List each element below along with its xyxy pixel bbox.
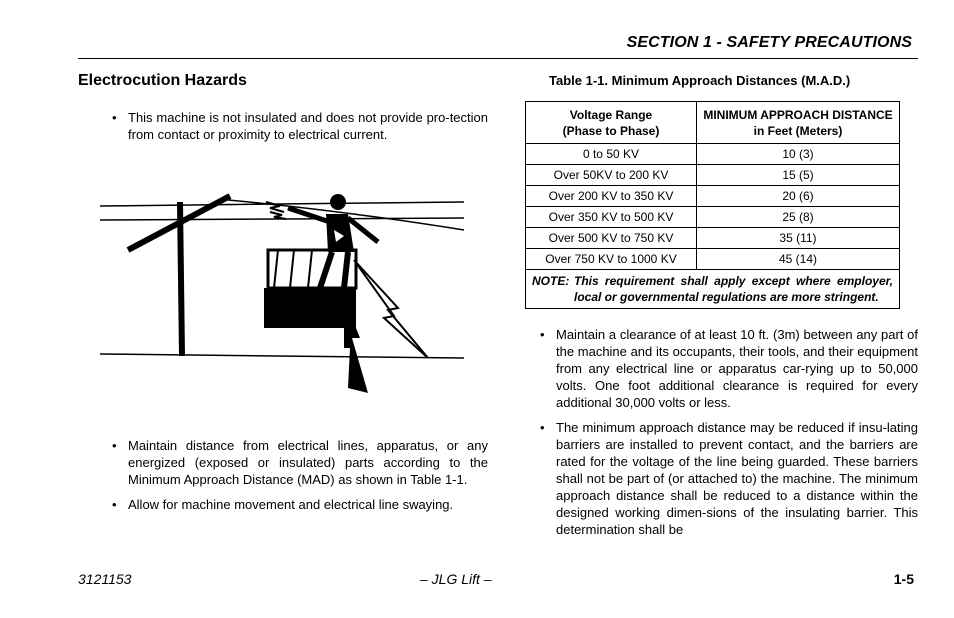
header-rule [78,58,918,59]
note-text: local or governmental regulations are more stringent. [574,290,879,304]
table-row [526,144,900,165]
voltage-cell: Over 200 KV to 350 KV [526,186,697,207]
bullet-item: • This machine is not insulated and does not provide pro-tection from contact or proximity to electrical current. [112,109,488,143]
table-row [526,228,900,249]
bullet-item: • Allow for machine movement and electrical line swaying. [112,496,488,513]
table-note-row [526,270,900,309]
column-header-voltage [526,102,697,144]
note-label: NOTE: [532,274,570,288]
table-note [526,270,900,309]
bullet-list-right [540,326,918,546]
bullet-list-top [112,109,488,151]
footer-brand: – JLG Lift – [420,571,492,587]
column-header-line: MINIMUM APPROACH DISTANCE [703,107,893,122]
column-header-line: in Feet (Meters) [753,123,843,138]
bullet-list-bottom [112,437,488,521]
column-header-line: (Phase to Phase) [562,123,660,138]
mad-table [525,101,900,309]
note-text: This requirement shall apply except where employer, [574,274,893,288]
table-header-row [526,102,900,144]
voltage-cell: Over 500 KV to 750 KV [526,228,697,249]
table-row [526,165,900,186]
table-row [526,186,900,207]
bullet-item: • The minimum approach distance may be reduced if insu-lating barriers are installed to prevent contact, and the barriers are rated for the voltage of the line being guarded. These barriers shall not be part of (or attached to) the machine. The minimum approach distance shall be reduced to a distance within the designed working dimen-sions of the insulating barrier. This determination shall be [540,419,918,538]
distance-cell: 35 (11) [697,228,900,249]
distance-cell: 10 (3) [697,144,900,165]
voltage-cell: Over 350 KV to 500 KV [526,207,697,228]
voltage-cell: Over 50KV to 200 KV [526,165,697,186]
column-header-line: Voltage Range [569,107,653,122]
electrocution-hazard-illustration [98,188,466,398]
voltage-cell: Over 750 KV to 1000 KV [526,249,697,270]
voltage-cell: 0 to 50 KV [526,144,697,165]
table-row [526,207,900,228]
table-title: Table 1-1. Minimum Approach Distances (M.A.D.) [549,73,851,88]
page-number: 1-5 [893,571,914,587]
table-row [526,249,900,270]
section-title: SECTION 1 - SAFETY PRECAUTIONS [626,34,912,51]
distance-cell: 45 (14) [697,249,900,270]
bullet-item: • Maintain distance from electrical lines, apparatus, or any energized (exposed or insulated) parts according to the Minimum Approach Distance (MAD) as shown in Table 1-1. [112,437,488,488]
note-first-line [532,273,893,289]
distance-cell: 20 (6) [697,186,900,207]
column-header-distance [697,102,900,144]
distance-cell: 15 (5) [697,165,900,186]
distance-cell: 25 (8) [697,207,900,228]
electrocution-hazards-heading: Electrocution Hazards [78,72,247,89]
bullet-item: • Maintain a clearance of at least 10 ft. (3m) between any part of the machine and its occupants, their tools, and their equipment from any electrical line or apparatus car-rying up to 50,000 volts. One foot additional clearance is required for every additional 30,000 volts or less. [540,326,918,411]
document-number: 3121153 [78,571,132,587]
